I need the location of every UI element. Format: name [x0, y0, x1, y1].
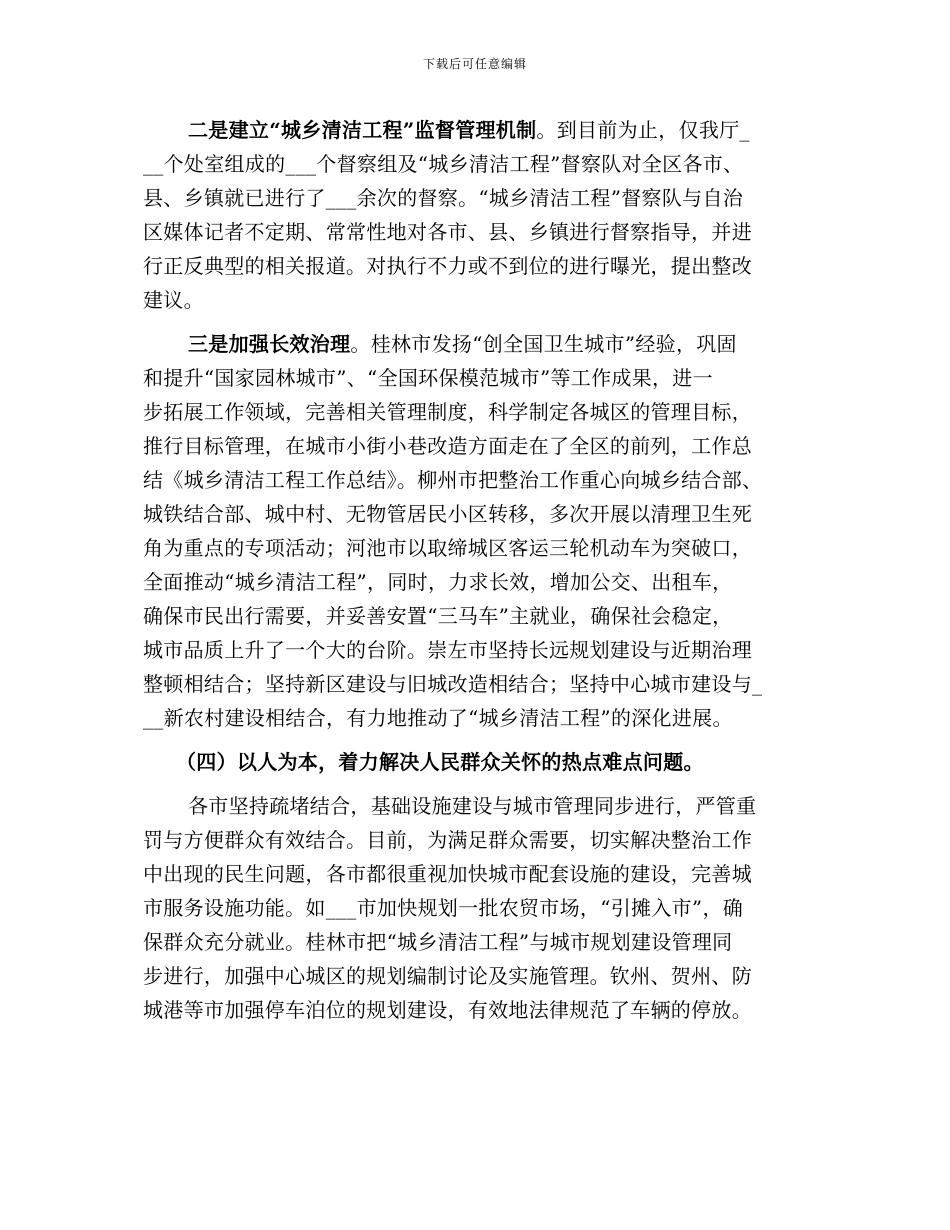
paragraph-line: 确保市民出行需要，并妥善安置“三马车”主就业，确保社会稳定，	[143, 604, 733, 628]
paragraph-line: 步拓展工作领域，完善相关管理制度，科学制定各城区的管理目标，	[143, 400, 752, 424]
paragraph-line	[188, 332, 737, 356]
paragraph-line: __个处室组成的___个督察组及“城乡清洁工程”督察队对全区各市、	[143, 152, 744, 176]
paragraph-line: 角为重点的专项活动；河池市以取缔城区客运三轮机动车为突破口，	[143, 536, 752, 560]
paragraph-line: 城铁结合部、城中村、无物管居民小区转移，多次开展以清理卫生死	[143, 502, 752, 526]
paragraph-line: 罚与方便群众有效结合。目前，为满足群众需要，切实解决整治工作	[143, 828, 752, 852]
paragraph-line: 城港等市加强停车泊位的规划建设，有效地法律规范了车辆的停放。	[143, 998, 752, 1022]
paragraph-line: 县、乡镇就已进行了___余次的督察。“城乡清洁工程”督察队与自治	[143, 186, 744, 210]
paragraph-line: 结《城乡清洁工程工作总结》。柳州市把整治工作重心向城乡结合部、	[143, 468, 763, 492]
paragraph-line: 行正反典型的相关报道。对执行不力或不到位的进行曝光，提出整改	[143, 254, 752, 278]
paragraph-line: 全面推动“城乡清洁工程”，同时，力求长效，增加公交、出租车，	[143, 570, 733, 594]
paragraph-line: 区媒体记者不定期、常常性地对各市、县、乡镇进行督察指导，并进	[143, 220, 752, 244]
paragraph-line: 城市品质上升了一个大的台阶。崇左市坚持长远规划建设与近期治理	[143, 638, 752, 662]
paragraph-lead: 三是加强长效治理	[188, 332, 351, 356]
line-text: 。到目前为止，仅我厅_	[536, 118, 750, 142]
section-heading: （四）以人为本，着力解决人民群众关怀的热点难点问题。	[176, 750, 704, 774]
paragraph-lead: 二是建立“城乡清洁工程”监督管理机制	[188, 118, 537, 142]
paragraph-line	[188, 118, 750, 142]
paragraph-line: 市服务设施功能。如___市加快规划一批农贸市场，“引摊入市”，确	[143, 896, 744, 920]
line-text: 。桂林市发扬“创全国卫生城市”经验，巩固	[350, 332, 737, 356]
paragraph-line: 整顿相结合；坚持新区建设与旧城改造相结合；坚持中心城市建设与_	[143, 672, 763, 696]
paragraph-line: 中出现的民生问题，各市都很重视加快城市配套设施的建设，完善城	[143, 862, 752, 886]
paragraph-line: 建议。	[143, 288, 204, 312]
page-header: 下载后可任意编辑	[422, 57, 527, 71]
paragraph-line: 推行目标管理，在城市小街小巷改造方面走在了全区的前列，工作总	[143, 434, 752, 458]
paragraph-line: 步进行，加强中心城区的规划编制讨论及实施管理。钦州、贺州、防	[143, 964, 752, 988]
paragraph-line: 和提升“国家园林城市”、“全国环保模范城市”等工作成果，进一	[143, 366, 713, 390]
paragraph-line: 保群众充分就业。桂林市把“城乡清洁工程”与城市规划建设管理同	[143, 930, 733, 954]
paragraph-line: 各市坚持疏堵结合，基础设施建设与城市管理同步进行，严管重	[188, 794, 757, 818]
paragraph-line: __新农村建设相结合，有力地推动了“城乡清洁工程”的深化进展。	[143, 706, 733, 730]
